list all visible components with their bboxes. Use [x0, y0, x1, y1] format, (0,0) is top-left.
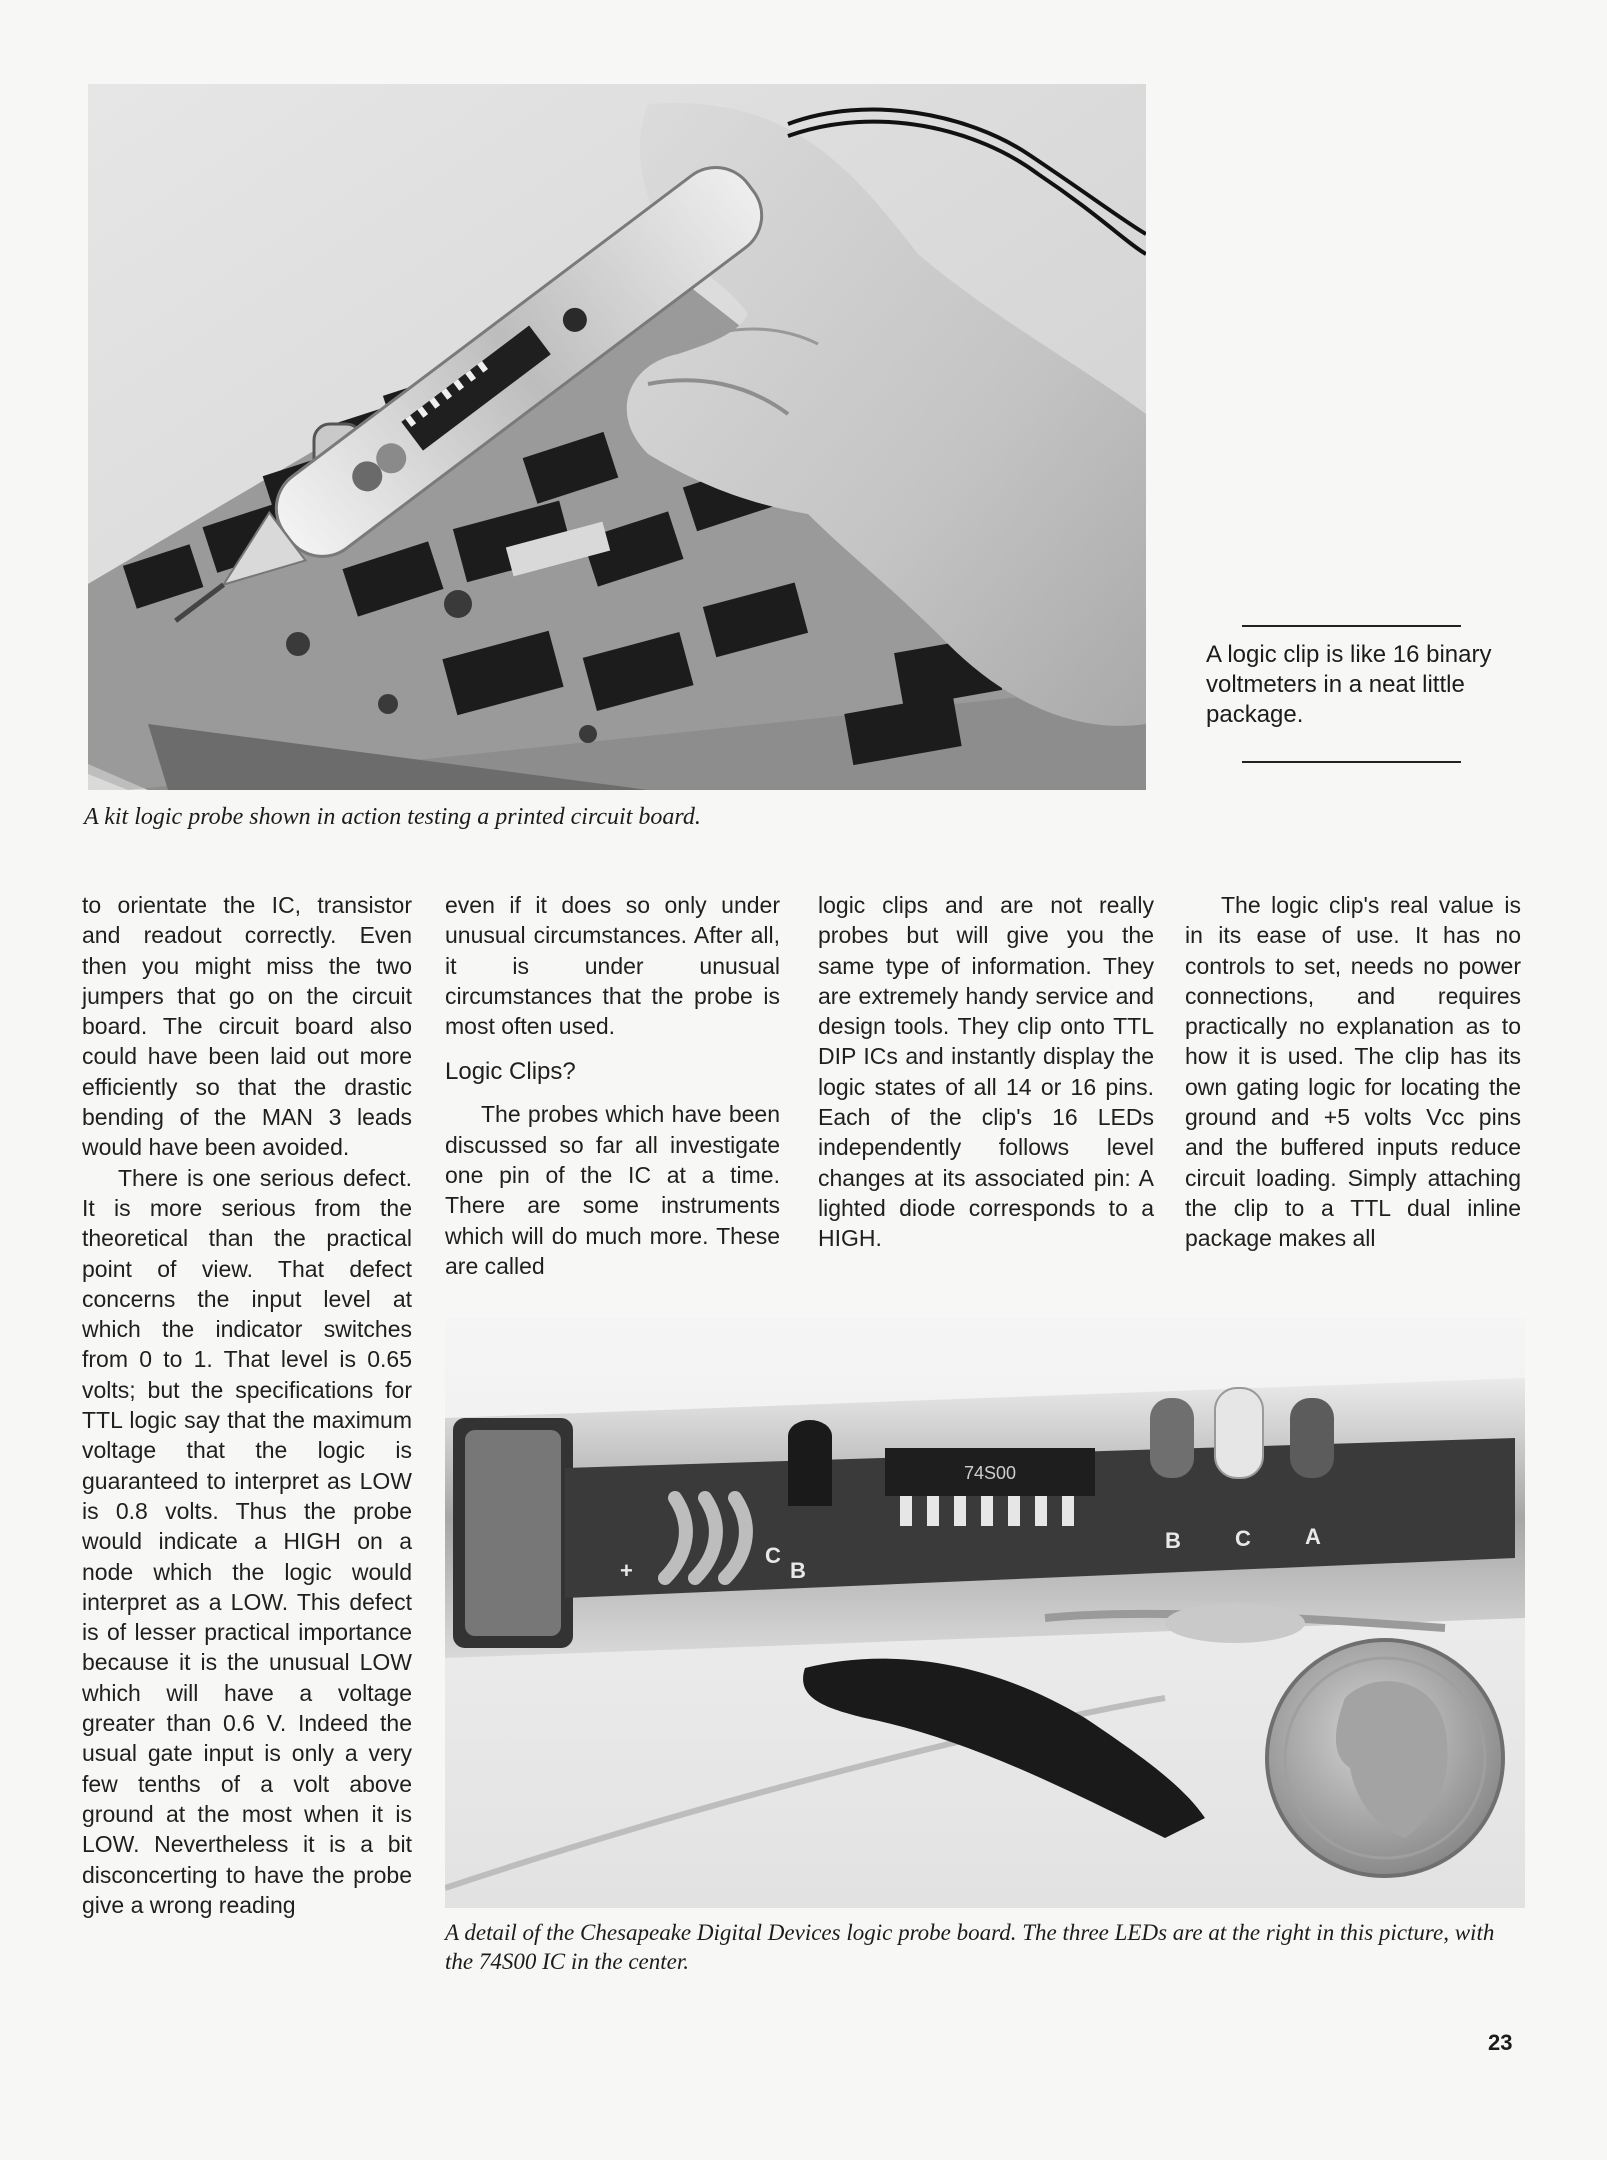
board-mark-c: C	[765, 1543, 781, 1568]
ic-marking: 74S00	[963, 1463, 1017, 1483]
pullquote-top-rule	[1242, 625, 1461, 627]
logic-probe-photo	[88, 84, 1146, 790]
column-1	[82, 890, 412, 1920]
column-2-paragraph: The probes which have been discussed so far all investigate one pin of the IC at a time. There are some instruments which will do much more. These are called	[445, 1101, 780, 1279]
pullquote: A logic clip is like 16 binary voltmeters in a neat little package.	[1206, 641, 1492, 728]
column-2-paragraph: even if it does so only under unusual circumstances. After all, it is under unusual circumstances that the probe is most often used.	[445, 892, 780, 1040]
board-mark-b: B	[790, 1558, 806, 1583]
pullquote-bottom-rule	[1242, 761, 1461, 763]
column-3-paragraph: logic clips and are not really probes but will give you the same type of information. They are extremely handy service and design tools. They clip onto TTL DIP ICs and instantly display the logic states of all 14 or 16 pins. Each of the clip's 16 LEDs independently follows level changes at its associated pin: A lighted diode corresponds to a HIGH.	[818, 892, 1154, 1252]
page-number: 23	[1488, 2030, 1513, 2055]
top-figure-caption: A kit logic probe shown in action testing a printed circuit board.	[84, 804, 701, 830]
board-mark-plus: +	[620, 1558, 633, 1583]
board-mark-c2: C	[1235, 1526, 1251, 1551]
column-1-paragraph: to orientate the IC, transistor and readout correctly. Even then you might miss the two jumpers that go on the circuit board. The circuit board also could have been laid out more efficiently so that the drastic bending of the MAN 3 leads would have been avoided.	[82, 892, 412, 1161]
bottom-figure-caption: A detail of the Chesapeake Digital Devices logic probe board. The three LEDs are at the right in this picture, with the 74S00 IC in the center.	[445, 1920, 1495, 1974]
column-1-paragraph: There is one serious defect. It is more serious from the theoretical than the practical point of view. That defect concerns the input level at which the indicator switches from 0 to 1. That level is 0.65 volts; but the specifications for TTL logic say that the maximum voltage that the logic is guaranteed to interpret as LOW is 0.8 volts. Thus the probe would indicate a HIGH on a node which the logic would interpret as a LOW. This defect is of lesser practical importance because it is the unusual LOW which will have a voltage greater than 0.6 V. Indeed the usual gate input is only a very few tenths of a volt above ground at the most when it is LOW. Nevertheless it is a bit disconcerting to have the probe give a wrong reading	[82, 1164, 412, 1918]
column-2	[445, 890, 780, 1281]
board-mark-b2: B	[1165, 1528, 1181, 1553]
section-heading: Logic Clips?	[445, 1058, 576, 1086]
column-3	[818, 890, 1154, 1254]
probe-board-detail-photo	[445, 1318, 1525, 1908]
board-mark-a: A	[1305, 1524, 1321, 1549]
column-4	[1185, 890, 1521, 1254]
column-4-paragraph: The logic clip's real value is in its ease of use. It has no controls to set, needs no power connections, and requires practically no explanation as to how it is used. The clip has its own gating logic for locating the ground and +5 volts Vcc pins and the buffered inputs reduce circuit loading. Simply attaching the clip to a TTL dual inline package makes all	[1185, 892, 1521, 1252]
